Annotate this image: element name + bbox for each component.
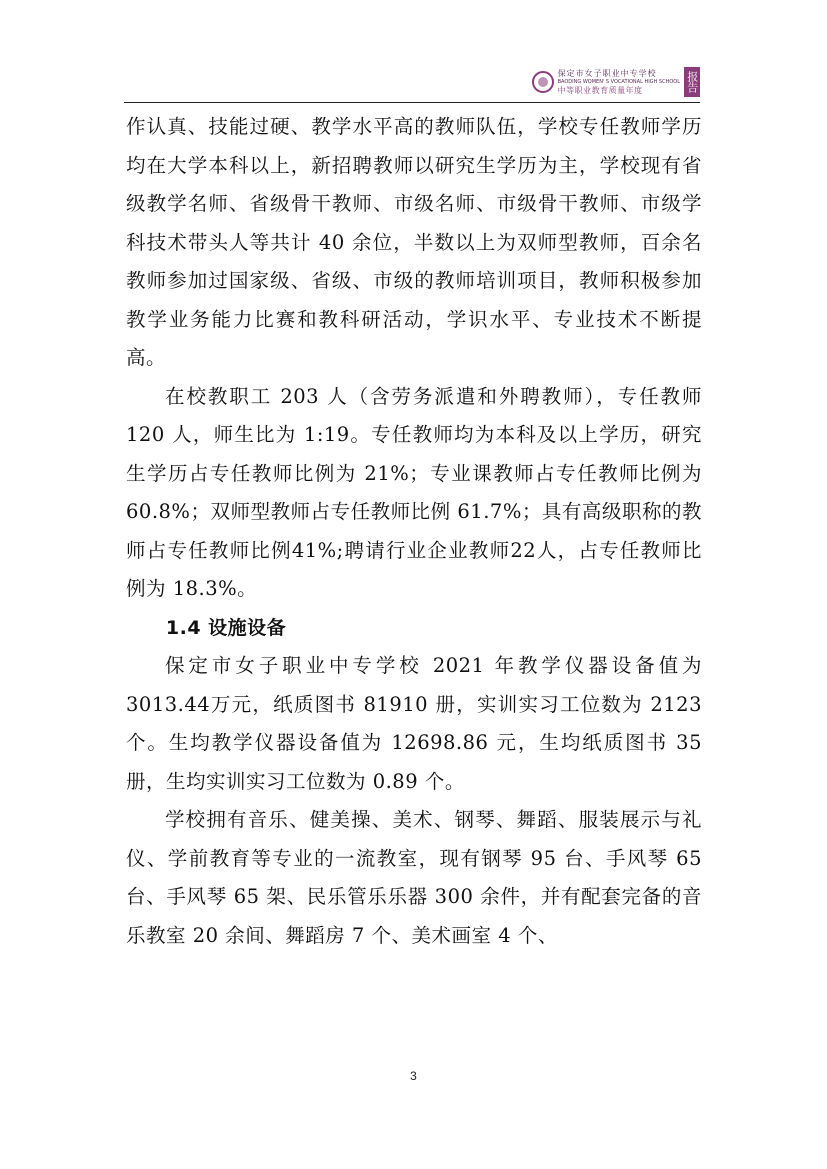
- school-name-cn: 保定市女子职业中专学校: [557, 68, 657, 78]
- page-number: 3: [410, 1069, 417, 1083]
- paragraph-classrooms: 学校拥有音乐、健美操、美术、钢琴、舞蹈、服装展示与礼仪、学前教育等专业的一流教室，现有钢琴 95 台、手风琴 65 台、手风琴 65 架、民乐管乐乐器 300 余件，并有配套完备的音乐教室 20 余间、舞蹈房 7 个、美术画室 4 个、: [126, 808, 702, 947]
- school-name-block: [558, 70, 680, 95]
- paragraph-equipment-values: 保定市女子职业中专学校 2021 年教学仪器设备值为3013.44万元，纸质图书 81910 册，实训实习工位数为 2123 个。生均教学仪器设备值为 12698.86 元，生均纸质图书 35 册，生均实训实习工位数为 0.89 个。: [126, 654, 702, 793]
- paragraph-teachers-quality: 作认真、技能过硬、教学水平高的教师队伍，学校专任教师学历均在大学本科以上，新招聘教师以研究生学历为主，学校现有省级教学名师、省级骨干教师、市级名师、市级骨干教师、市级学科技术带头人等共计 40 余位，半数以上为双师型教师，百余名教师参加过国家级、省级、市级的教师培训项目，教师积极参加教学业务能力比赛和教科研活动，学识水平、专业技术不断提高。: [126, 115, 702, 369]
- school-logo-block: [532, 64, 700, 100]
- report-subtitle: 中等职业教育质量年度: [557, 85, 643, 95]
- section-title-facilities: 1.4 设施设备: [165, 616, 287, 639]
- report-label-box: [684, 67, 700, 97]
- page-body: [126, 108, 702, 955]
- school-name-en: BAODING WOMEN' S VOCATIONAL HIGH SCHOOL: [557, 78, 680, 85]
- paragraph-staff-statistics: 在校教职工 203 人（含劳务派遣和外聘教师），专任教师 120 人，师生比为 1:19。专任教师均为本科及以上学历，研究生学历占专任教师比例为 21%；专业课教师占专任教师比例为 60.8%；双师型教师占专任教师比例 61.7%；具有高级职称的教师占专任教师比例41%;聘请行业企业教师22人，占专任教师比例为 18.3%。: [126, 384, 702, 600]
- page-header: [124, 64, 700, 100]
- header-divider: [124, 102, 700, 103]
- report-label: 报告: [685, 71, 699, 93]
- school-seal-icon: [532, 71, 554, 93]
